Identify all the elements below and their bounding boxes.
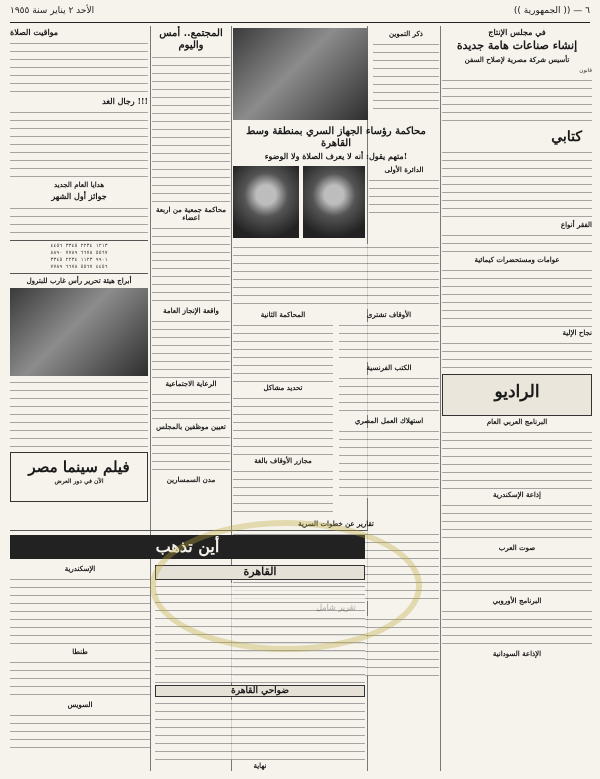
section-title: الرعاية الاجتماعية (165, 379, 217, 389)
issue-date: الأحد ٢ يناير سنة ١٩٥٥ (10, 6, 95, 16)
watermark-seal (150, 520, 422, 652)
suburbs-header: ضواحي القاهرة (155, 685, 365, 697)
text-block (233, 395, 333, 455)
text-block (233, 244, 439, 309)
section-title: أبراج هيئة تحرير رأس غارب للبترول (26, 275, 132, 285)
section-title: تعيين موظفين بالمجلس (156, 422, 226, 432)
number-row: ٩٩٠١ ١١٢٣ ٢٢٣٤ ٣٣٤٥ (50, 256, 108, 263)
defendant-photo (303, 166, 365, 238)
city-title: الإسكندرية (64, 564, 96, 573)
officials-photo (233, 28, 368, 120)
trial-headline: محاكمة رؤساء الجهاز السري بمنطقة وسط القاهرة (246, 126, 426, 149)
text-block (442, 149, 592, 219)
section-title: تحديد مشاكل (263, 383, 303, 393)
section-title: المحاكمة الثانية (260, 310, 306, 320)
text-block (339, 375, 439, 415)
radio-station: إذاعة الإسكندرية (493, 490, 541, 500)
text-block (152, 318, 230, 378)
column-divider (440, 26, 441, 771)
oil-photo (10, 288, 148, 376)
section-title: مدن السمسارين (166, 475, 216, 485)
society-headline: المجتمع.. أمس واليوم (159, 28, 223, 51)
number-row: ٤٤٥٦ ٥٥٦٧ ٦٦٧٨ ٧٧٨٩ (50, 263, 108, 270)
text-block (442, 555, 592, 595)
text-block (373, 41, 439, 116)
section-title: ذكر التموين (389, 29, 423, 38)
page-number-and-name: ٦ — (( الجمهورية )) (513, 6, 590, 16)
text-block (10, 109, 148, 179)
radio-subtitle: البرنامج العربي العام (486, 417, 548, 427)
prayer-times-title: مواقيت الصلاة (10, 27, 59, 37)
radio-station: الإذاعة السودانية (492, 649, 542, 659)
text-block (152, 391, 230, 421)
section-title: الفقر أنواع (560, 219, 592, 229)
city-title: طنطا (72, 647, 88, 657)
trial-subheadline: متهم يقول: أنه لا يعرف الصلاة ولا الوضوء! (264, 151, 408, 161)
text-block (442, 340, 592, 370)
text-block (10, 712, 150, 752)
laws-label: قانون (579, 67, 592, 74)
text-block (442, 502, 592, 542)
subheadline: تأسيس شركة مصرية لإصلاح السفن (464, 54, 570, 64)
text-block (339, 428, 439, 498)
section-title: الدائرة الأولى (384, 165, 424, 175)
text-block (10, 379, 148, 449)
cinema-ad-title: فيلم سينما مصر (28, 457, 130, 476)
radio-title: الراديو (494, 382, 540, 403)
section-title: الأوقاف تشترى (366, 310, 412, 320)
page-header (10, 6, 590, 22)
text-block (442, 232, 592, 254)
header-rule (10, 22, 590, 23)
number-row: ٥٥٦٧ ٦٦٧٨ ٧٧٨٩ ٨٨٩٠ (50, 249, 108, 256)
number-table (10, 240, 148, 274)
section-title: محاكمة جمعية من اربعة اعضاء (156, 205, 226, 223)
text-block (10, 576, 150, 646)
text-block (233, 468, 333, 518)
section-title: تقارير عن خطوات السرية (298, 519, 374, 529)
section-title: رجال الغد !!! (102, 96, 148, 107)
cinema-ad-line: الآن في دور العرض (54, 477, 104, 485)
text-block (339, 322, 439, 362)
text-block (10, 205, 148, 240)
text-block (442, 267, 592, 327)
city-title: السويس (67, 700, 93, 710)
section-title: جوائز أول الشهر (51, 191, 107, 202)
section-title: الكتب الفرنسية (366, 363, 412, 373)
section-title: عوامات ومستحضرات كيمائية (474, 254, 560, 264)
section-title: استهلاك العمل المصري (354, 416, 424, 426)
text-block (442, 429, 592, 489)
where-to-go-banner: أين تذهب (10, 535, 365, 559)
section-title: مجازر الأوقاف بالغة (254, 456, 312, 466)
section-title: في مجلس الإنتاج (488, 27, 546, 37)
text-block (152, 225, 230, 305)
radio-station: البرنامج الأوروبي (492, 596, 542, 606)
section-title: واقعة الإنجاز العامة (163, 306, 219, 316)
text-block (152, 434, 230, 474)
text-block (233, 322, 333, 382)
text-block (369, 177, 439, 217)
number-row: ١٢١٣ ٢٢٣٤ ٣٣٤٥ ٤٤٥٦ (50, 242, 108, 249)
text-block (155, 700, 365, 760)
cairo-header: القاهرة (155, 565, 365, 580)
right-column (442, 26, 592, 771)
radio-station: صوت العرب (498, 543, 536, 553)
text-block (10, 659, 150, 699)
text-block (10, 40, 148, 95)
defendant-photo (233, 166, 299, 238)
headline: إنشاء صناعات هامة جديدة (456, 39, 578, 53)
text-block (152, 54, 230, 204)
kitabi-title: كتابي (551, 128, 582, 145)
text-block (442, 608, 592, 648)
section-title: نجاح الإلية (562, 327, 592, 337)
text-block (442, 77, 592, 127)
end-label: نهاية (253, 760, 267, 770)
section-title: هدايا العام الجديد (53, 180, 105, 190)
